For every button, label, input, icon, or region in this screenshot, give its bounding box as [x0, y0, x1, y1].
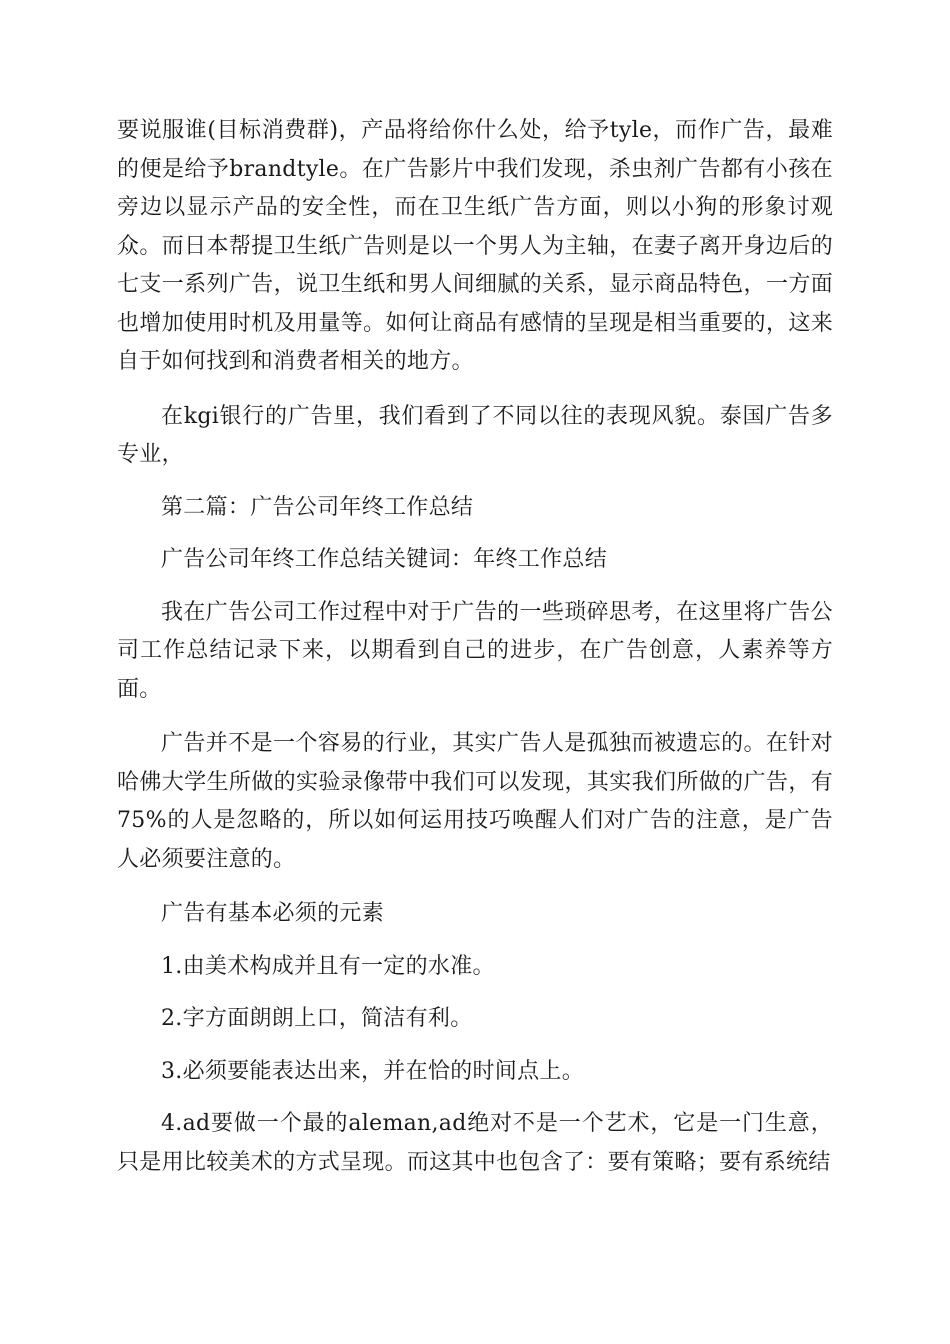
list-item: 3.必须要能表达出来，并在恰的时间点上。 — [161, 1058, 584, 1084]
list-item: 1.由美术构成并且有一定的水准。 — [161, 953, 495, 979]
paragraph-reflection: 我在广告公司工作过程中对于广告的一些琐碎思考，在这里将广告公司工作总结记录下来，以期看到自己的进步，在广告创意，人素养等方面。 — [117, 599, 833, 702]
list-heading: 广告有基本必须的元素 — [161, 901, 385, 926]
document-body — [117, 112, 833, 1182]
list-item: 2.字方面朗朗上口，简洁有利。 — [161, 1006, 473, 1031]
list-item: 4.ad要做一个最的aleman,ad绝对不是一个艺术，它是一门生意，只是用比较美术的方式呈现。而这其中也包含了：要有策略；要有系统结 — [117, 1111, 833, 1175]
paragraph-kgi-bank: 在kgi银行的广告里，我们看到了不同以往的表现风貌。泰国广告多专业， — [117, 403, 833, 467]
section-heading: 第二篇：广告公司年终工作总结 — [161, 494, 474, 520]
paragraph-industry: 广告并不是一个容易的行业，其实广告人是孤独而被遗忘的。在针对哈佛大学生所做的实验录像带中我们可以发现，其实我们所做的广告，有75%的人是忽略的，所以如何运用技巧唤醒人们对广告的注意，是广告人必须要注意的。 — [117, 731, 833, 872]
paragraph-intro-continuation: 要说服谁(目标消费群)，产品将给你什么处，给予tyle，而作广告，最难的便是给予brandtyle。在广告影片中我们发现，杀虫剂广告都有小孩在旁边以显示产品的安全性，而在卫生纸广告方面，则以小狗的形象讨观众。而日本帮提卫生纸广告则是以一个男人为主轴，在妻子离开身边后的七支一系列广告，说卫生纸和男人间细腻的关系，显示商品特色，一方面也增加使用时机及用量等。如何让商品有感情的呈现是相当重要的，这来自于如何找到和消费者相关的地方。 — [117, 118, 833, 374]
keywords-line: 广告公司年终工作总结关键词：年终工作总结 — [161, 547, 608, 572]
